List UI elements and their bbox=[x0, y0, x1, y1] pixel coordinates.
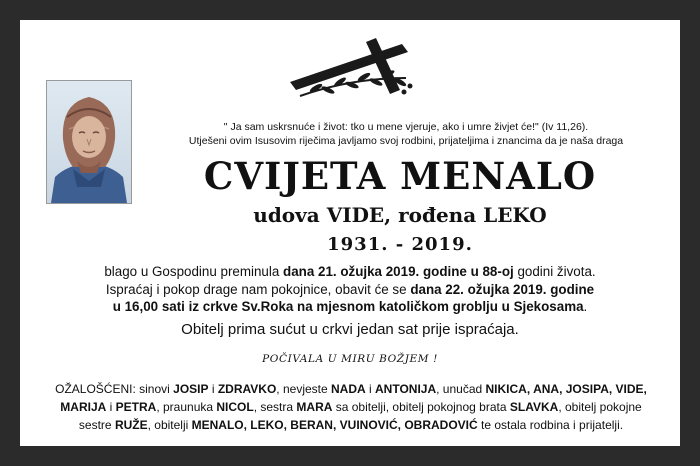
mourners-text: i bbox=[208, 382, 218, 396]
portrait-illustration bbox=[47, 81, 131, 203]
obituary-card bbox=[20, 20, 680, 446]
funeral-place: u 16,00 sati iz crkve Sv.Roka na mjesnom katoličkom groblju u Sjekosama bbox=[112, 299, 584, 314]
funeral-date: dana 22. ožujka 2019. godine bbox=[410, 281, 595, 297]
announcement-line-1 bbox=[40, 263, 660, 281]
mourners-text: , obitelji bbox=[147, 418, 192, 432]
cross-with-olive-branch-icon bbox=[282, 38, 422, 102]
mourner-name: RUŽE bbox=[114, 418, 148, 432]
mourner-name: PETRA bbox=[115, 400, 157, 414]
mourner-name: NICOL bbox=[216, 400, 254, 414]
quote-line-1: " Ja sam uskrsnuće i život: tko u mene vjeruje, ako i umre živjet će!" (Iv 11,26). bbox=[223, 121, 589, 133]
mourner-name: MENALO, LEKO, BERAN, VUINOVIĆ, OBRADOVIĆ bbox=[191, 418, 478, 432]
mourner-name: SLAVKA bbox=[509, 400, 559, 414]
announcement-part: godini života. bbox=[513, 264, 596, 279]
mourner-name: NIKICA, ANA, JOSIPA, VIDE, bbox=[485, 382, 647, 396]
mourners-text: , sestra bbox=[253, 400, 297, 414]
mourner-name: JOSIP bbox=[173, 382, 209, 396]
scripture-quote bbox=[144, 120, 668, 148]
mourners-text: , unučad bbox=[436, 382, 486, 396]
rest-in-peace: POČIVALA U MIRU BOŽJEM ! bbox=[262, 353, 438, 365]
mourner-name: NADA bbox=[331, 382, 366, 396]
mourner-name: ANTONIJA bbox=[375, 382, 437, 396]
mourners-text: OŽALOŠĆENI: sinovi bbox=[55, 382, 174, 396]
announcement-part: Ispraćaj i pokop drage nam pokojnice, obavit će se bbox=[105, 281, 411, 297]
mourners-text: i bbox=[106, 400, 116, 414]
announcement-part: blago u Gospodinu preminula bbox=[104, 264, 284, 279]
mourners-list bbox=[42, 380, 660, 434]
announcement-line-2 bbox=[40, 281, 660, 299]
announcement-line-3 bbox=[40, 298, 660, 316]
quote-line-2: Utješeni ovim Isusovim riječima javljamo svoj rodbini, prijateljima i znancima da je naša draga bbox=[188, 135, 624, 147]
mourners-text: sa obitelji, obitelj pokojnog brata bbox=[332, 400, 510, 414]
mourners-line-3 bbox=[42, 416, 660, 434]
announcement-part: . bbox=[583, 299, 588, 314]
mourners-text: sestre bbox=[78, 418, 115, 432]
mourners-line-1 bbox=[42, 380, 660, 398]
mourners-line-2 bbox=[42, 398, 660, 416]
announcement-text bbox=[40, 263, 660, 316]
death-date: dana 21. ožujka 2019. godine u 88-oj bbox=[283, 264, 514, 279]
mourners-text: , nevjeste bbox=[276, 382, 331, 396]
family-note: Obitelj prima sućut u crkvi jedan sat prije ispraćaja. bbox=[181, 321, 519, 338]
mourners-text: i bbox=[365, 382, 376, 396]
deceased-subtitle: udova VIDE, rođena LEKO bbox=[253, 203, 547, 227]
mourner-name: ZDRAVKO bbox=[217, 382, 277, 396]
deceased-name: CVIJETA MENALO bbox=[203, 154, 597, 198]
mourners-text: , obitelj pokojne bbox=[558, 400, 642, 414]
life-years: 1931. - 2019. bbox=[327, 234, 473, 255]
mourners-text: , praunuka bbox=[156, 400, 217, 414]
mourners-text: te ostala rodbina i prijatelji. bbox=[477, 418, 624, 432]
mourner-name: MARA bbox=[296, 400, 333, 414]
mourner-name: MARIJA bbox=[60, 400, 107, 414]
portrait-photo bbox=[46, 80, 132, 204]
